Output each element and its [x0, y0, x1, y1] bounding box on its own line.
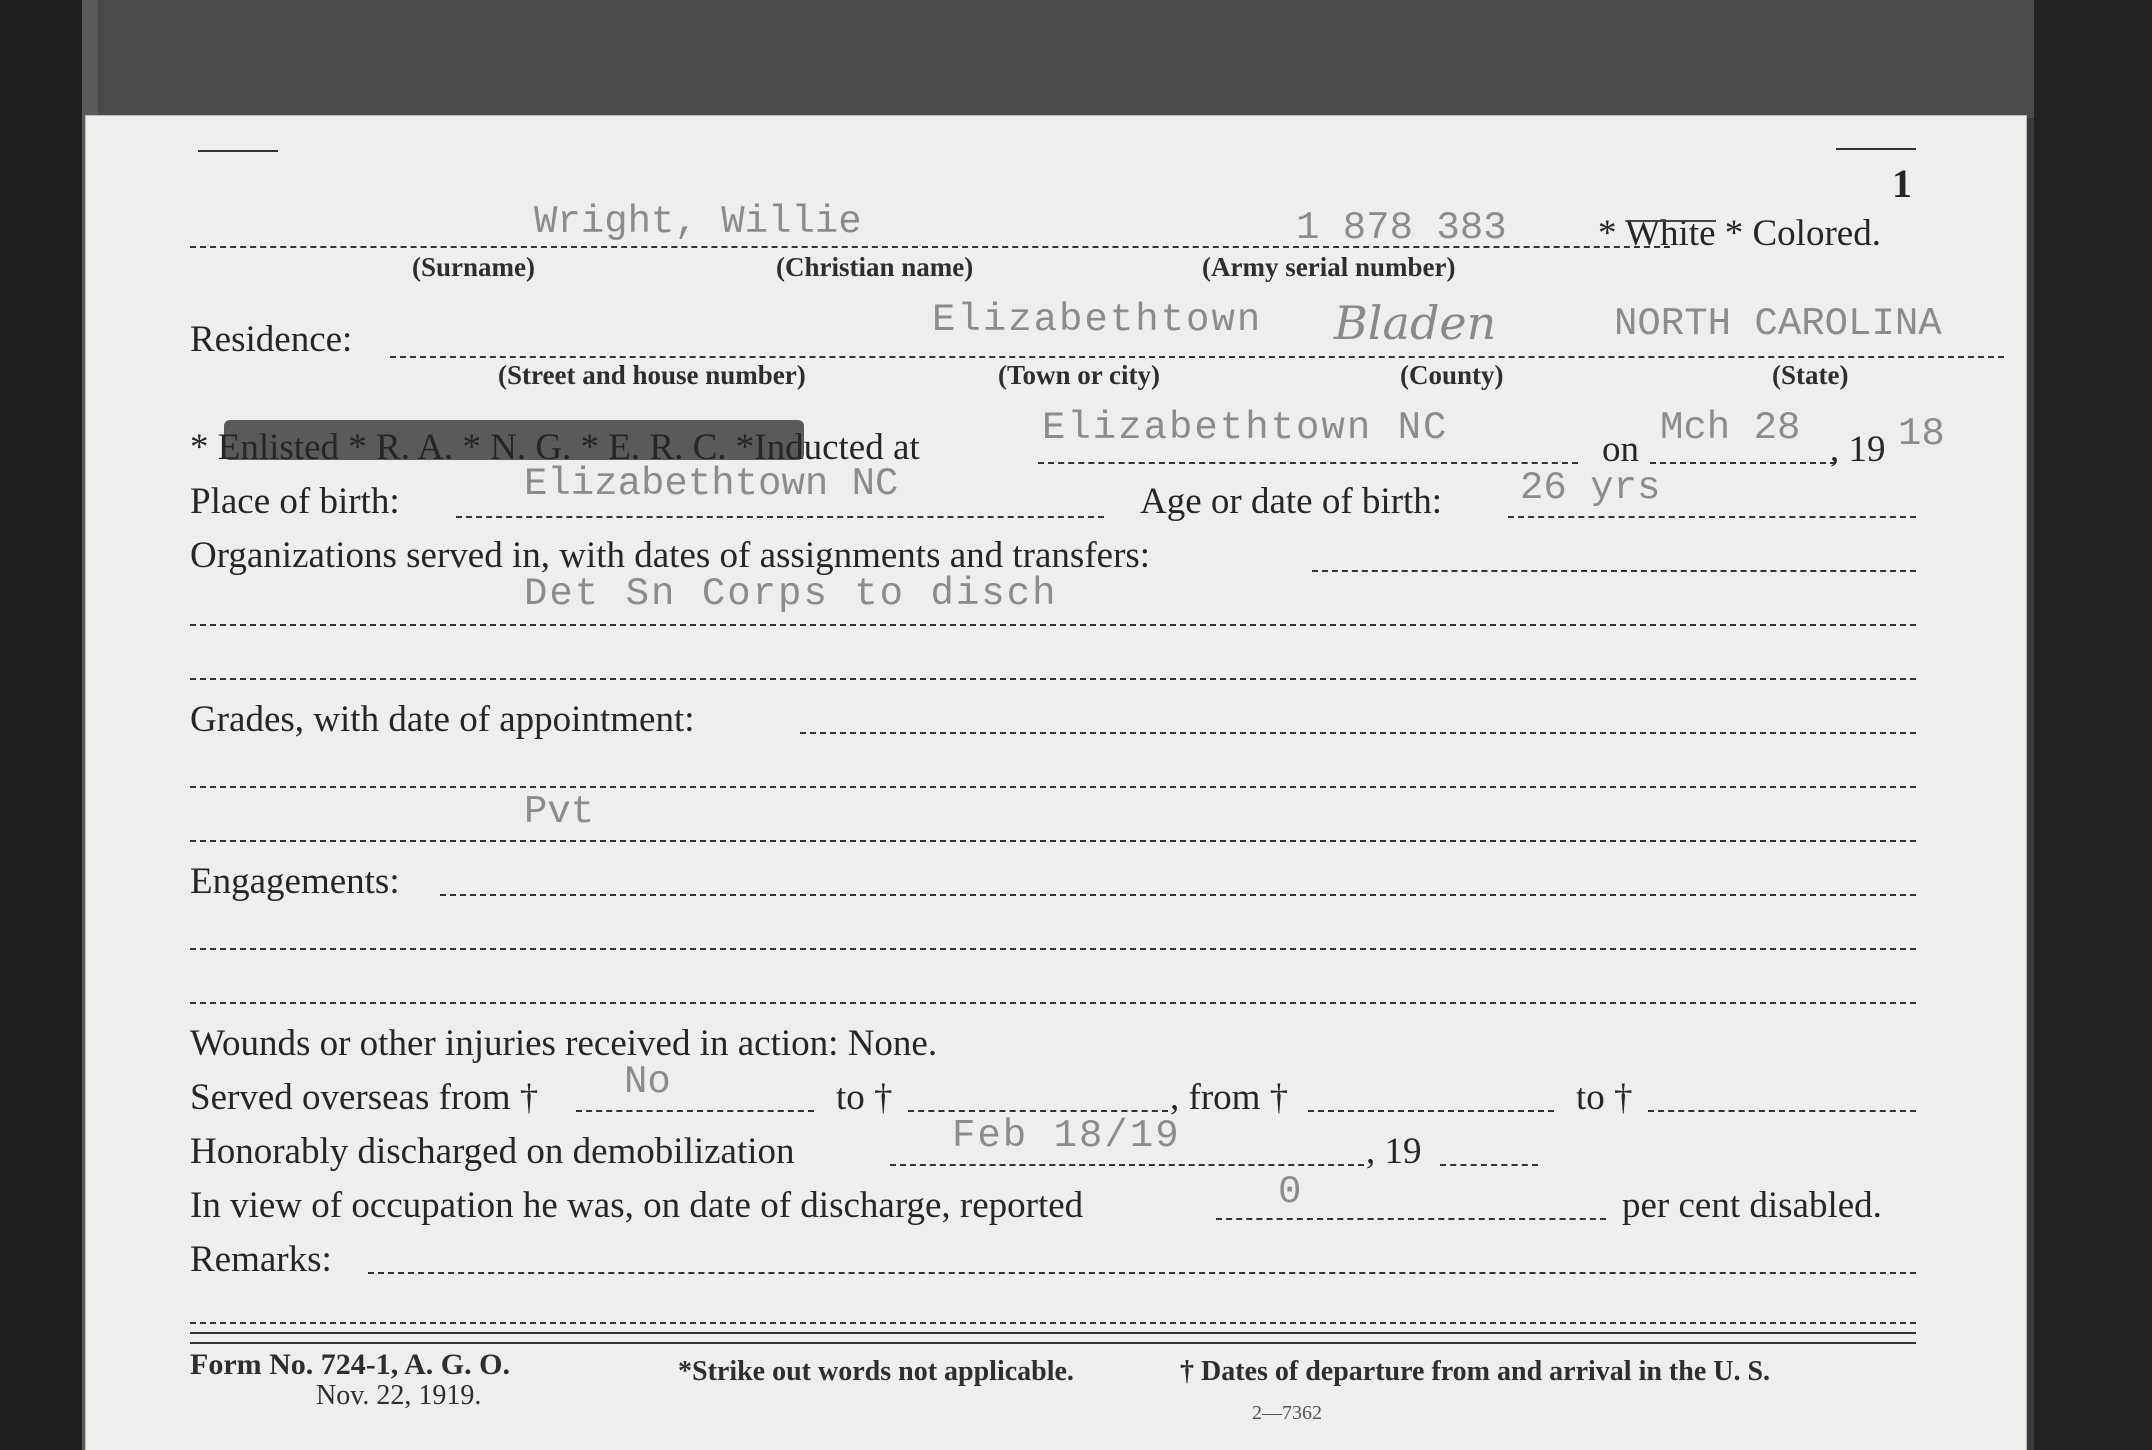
wounds-label: Wounds or other injuries received in action: None.: [190, 1023, 938, 1064]
birth-place-line: [456, 516, 1104, 518]
birth-place-label: Place of birth:: [190, 481, 400, 522]
birth-place-value: Elizabethtown NC: [524, 462, 899, 506]
disability-suffix: per cent disabled.: [1622, 1185, 1882, 1226]
corner-rule-left: [198, 150, 278, 152]
induction-date-line: [1650, 462, 1836, 464]
residence-label: Residence:: [190, 319, 353, 360]
grades-value: Pvt: [524, 790, 595, 834]
overseas-from-value: No: [624, 1060, 671, 1104]
overseas-from-line-2: [1308, 1110, 1554, 1112]
age-line: [1508, 516, 1916, 518]
discharge-value: Feb 18/19: [952, 1114, 1181, 1158]
engagements-line-2: [190, 948, 1916, 950]
scan-background-right: [2034, 0, 2152, 1450]
remarks-line-1: [368, 1272, 1916, 1274]
caption-christian: (Christian name): [776, 252, 974, 282]
strike-note: *Strike out words not applicable.: [678, 1356, 1074, 1387]
name-value: Wright, Willie: [534, 200, 862, 244]
caption-state: (State): [1772, 360, 1849, 390]
footer-rule-2: [190, 1342, 1916, 1344]
grades-line-3: [190, 840, 1916, 842]
discharge-label: Honorably discharged on demobilization: [190, 1131, 795, 1172]
overseas-to-label-2: to †: [1576, 1077, 1633, 1118]
caption-county: (County): [1400, 360, 1504, 390]
age-label: Age or date of birth:: [1140, 481, 1443, 522]
age-value: 26 yrs: [1520, 466, 1661, 510]
residence-town: Elizabethtown: [932, 298, 1263, 342]
corner-rule-right: [1836, 148, 1916, 150]
scan-background-left: [0, 0, 82, 1450]
discharge-line: [890, 1164, 1364, 1166]
organizations-line-3: [190, 678, 1916, 680]
discharge-year-label: , 19: [1366, 1131, 1422, 1172]
stamp-number: 2—7362: [1252, 1402, 1322, 1424]
overseas-from-label-2: , from †: [1170, 1077, 1289, 1118]
form-date: Nov. 22, 1919.: [316, 1380, 482, 1411]
residence-state: NORTH CAROLINA: [1614, 302, 1942, 346]
disability-label: In view of occupation he was, on date of discharge, reported: [190, 1185, 1084, 1226]
induction-place: Elizabethtown NC: [1042, 406, 1449, 450]
organizations-line-2: [190, 624, 1916, 626]
service-record-card: [86, 116, 2026, 1450]
induction-date: Mch 28: [1660, 406, 1801, 450]
induction-year-prefix: , 19: [1830, 429, 1886, 470]
organizations-line-1: [1312, 570, 1916, 572]
overseas-to-line-1: [908, 1110, 1168, 1112]
grades-line-1: [800, 732, 1916, 734]
discharge-year-line: [1440, 1164, 1538, 1166]
card-number: 1: [1892, 161, 1912, 206]
engagements-line-1: [440, 894, 1916, 896]
grades-line-2: [190, 786, 1916, 788]
scan-background-top: [0, 0, 2152, 118]
overseas-from-line: [576, 1110, 814, 1112]
caption-town: (Town or city): [998, 360, 1160, 390]
remarks-line-2: [190, 1322, 1916, 1324]
grades-label: Grades, with date of appointment:: [190, 699, 695, 740]
disability-line: [1216, 1218, 1606, 1220]
form-number: Form No. 724-1, A. G. O.: [190, 1348, 510, 1381]
serial-value: 1 878 383: [1296, 206, 1507, 250]
overseas-to-label-1: to †: [836, 1077, 893, 1118]
engagements-line-3: [190, 1002, 1916, 1004]
footer-rule-1: [190, 1332, 1916, 1334]
dates-note: † Dates of departure from and arrival in the U. S.: [1180, 1356, 1771, 1387]
remarks-label: Remarks:: [190, 1239, 332, 1280]
race-options: * White * Colored.: [1598, 213, 1881, 254]
caption-surname: (Surname): [412, 252, 535, 282]
engagements-label: Engagements:: [190, 861, 400, 902]
induction-options: * Enlisted * R. A. * N. G. * E. R. C. *Inducted at: [190, 427, 920, 468]
white-strike: [1626, 220, 1716, 222]
residence-county: Bladen: [1334, 296, 1497, 350]
disability-value: 0: [1278, 1170, 1302, 1214]
overseas-to-line-2: [1648, 1110, 1916, 1112]
organizations-label: Organizations served in, with dates of assignments and transfers:: [190, 535, 1151, 576]
organizations-value: Det Sn Corps to disch: [524, 572, 1058, 616]
induction-on-label: on: [1602, 429, 1639, 470]
induction-place-line: [1038, 462, 1578, 464]
overseas-label: Served overseas from †: [190, 1077, 539, 1118]
residence-line: [390, 356, 2004, 358]
caption-street: (Street and house number): [498, 360, 806, 390]
caption-serial: (Army serial number): [1202, 252, 1456, 282]
induction-year: 18: [1898, 412, 1945, 456]
